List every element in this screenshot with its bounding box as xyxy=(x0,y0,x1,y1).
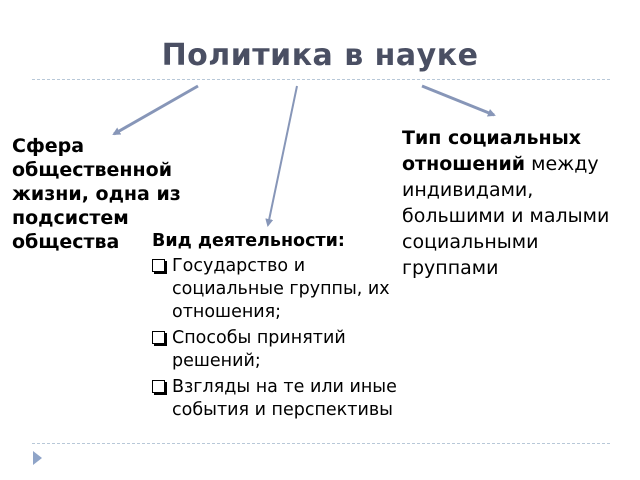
right-block-bold: Тип социальных отношений xyxy=(402,127,582,175)
slide-title: Политика в науке xyxy=(161,38,479,73)
checkbox-square-bullet-icon xyxy=(152,259,165,272)
list-item-text: Государство и социальные группы, их отношения; xyxy=(172,256,390,322)
checkbox-square-bullet-icon xyxy=(152,380,165,393)
list-item xyxy=(152,327,402,373)
arrow-icon-right xyxy=(422,86,494,115)
triangle-marker-icon xyxy=(33,451,42,465)
center-block-heading: Вид деятельности: xyxy=(152,231,345,251)
arrow-icon-center xyxy=(268,86,297,225)
list-item xyxy=(152,376,402,422)
right-block-rest: между индивидами, большими и малыми социальными группами xyxy=(402,153,610,279)
bullet-list xyxy=(152,255,402,422)
list-item xyxy=(152,255,402,324)
checkbox-square-bullet-icon xyxy=(152,331,165,344)
bottom-divider xyxy=(32,443,610,444)
center-block xyxy=(152,230,402,425)
right-block xyxy=(402,125,638,281)
list-item-text: Взгляды на те или иные события и перспективы xyxy=(172,377,397,420)
left-block: Сфера общественной жизни, одна из подсистем общества xyxy=(12,135,181,253)
list-item-text: Способы принятий решений; xyxy=(172,328,346,371)
arrow-icon-left xyxy=(114,86,198,134)
